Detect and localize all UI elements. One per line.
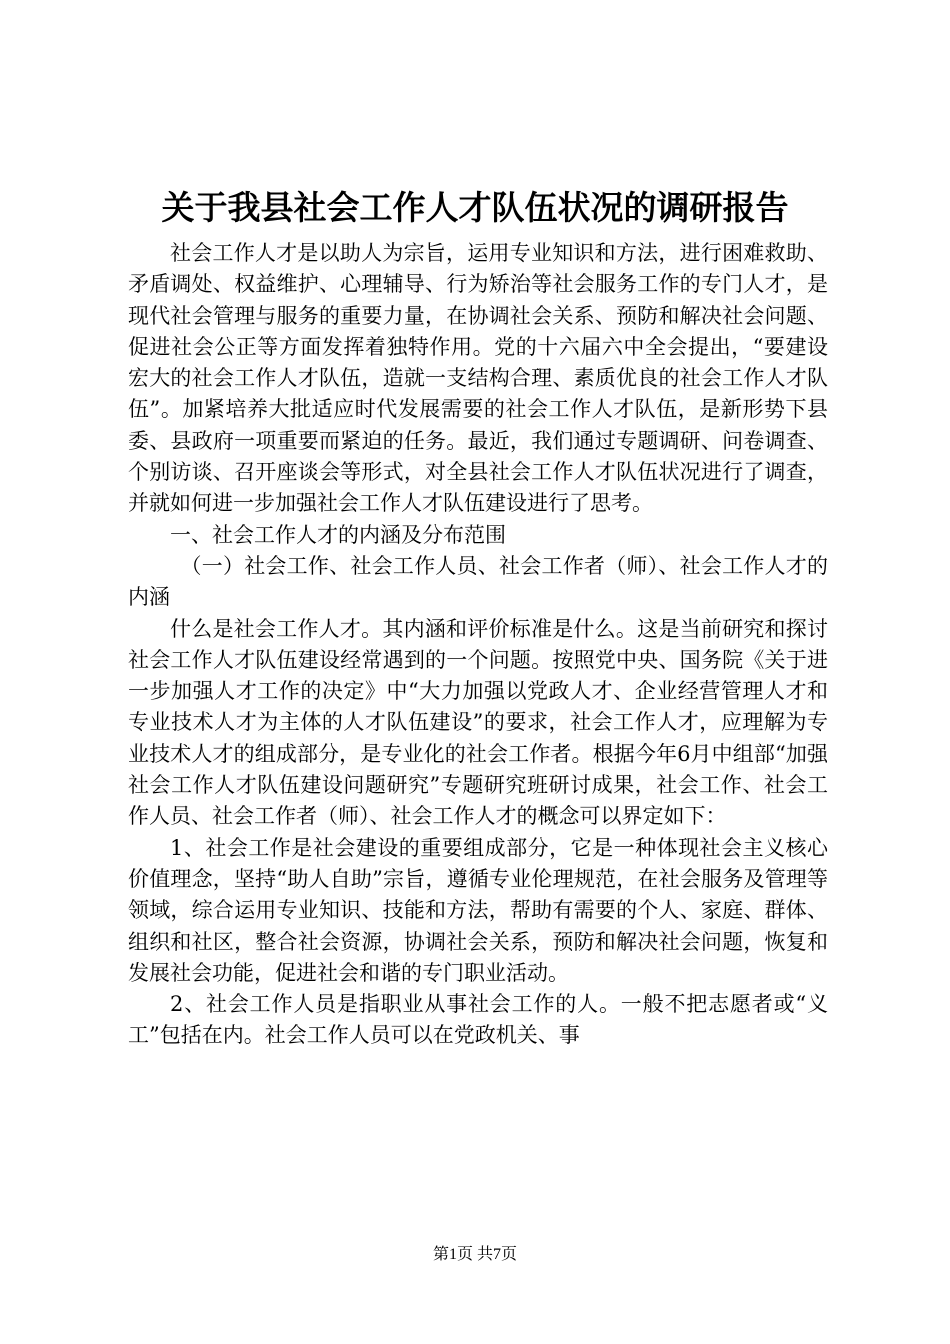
section-heading-1: 一、社会工作人才的内涵及分布范围 xyxy=(170,522,506,547)
subsection-heading-1: （一）社会工作、社会工作人员、社会工作者（师）、社会工作人才的内涵 xyxy=(128,553,828,610)
paragraph-item-1: 1、社会工作是社会建设的重要组成部分，它是一种体现社会主义核心价值理念，坚持“助人自助”宗旨，遵循专业伦理规范，在社会服务及管理等领域，综合运用专业知识、技能和方法，帮助有需要的个人、家庭、群体、组织和社区，整合社会资源，协调社会关系，预防和解决社会问题，恢复和发展社会功能，促进社会和谐的专门职业活动。 xyxy=(128,835,828,985)
paragraph-intro: 社会工作人才是以助人为宗旨，运用专业知识和方法，进行困难救助、矛盾调处、权益维护、心理辅导、行为矫治等社会服务工作的专门人才，是现代社会管理与服务的重要力量，在协调社会关系、预防和解决社会问题、促进社会公正等方面发挥着独特作用。党的十六届六中全会提出，“要建设宏大的社会工作人才队伍，造就一支结构合理、素质优良的社会工作人才队伍”。加紧培养大批适应时代发展需要的社会工作人才队伍，是新形势下县委、县政府一项重要而紧迫的任务。最近，我们通过专题调研、问卷调查、个别访谈、召开座谈会等形式，对全县社会工作人才队伍状况进行了调查，并就如何进一步加强社会工作人才队伍建设进行了思考。 xyxy=(128,241,828,516)
page-number-footer: 第1页 共7页 xyxy=(432,1246,517,1263)
paragraph-definition: 什么是社会工作人才。其内涵和评价标准是什么。这是当前研究和探讨社会工作人才队伍建设经常遇到的一个问题。按照党中央、国务院《关于进一步加强人才工作的决定》中“大力加强以党政人才、企业经营管理人才和专业技术人才为主体的人才队伍建设”的要求，社会工作人才，应理解为专业技术人才的组成部分，是专业化的社会工作者。根据今年6月中组部“加强社会工作人才队伍建设问题研究”专题研究班研讨成果，社会工作、社会工作人员、社会工作者（师）、社会工作人才的概念可以界定如下： xyxy=(128,616,828,829)
document-title: 关于我县社会工作人才队伍状况的调研报告 xyxy=(161,188,789,227)
document-body xyxy=(128,238,828,1052)
paragraph-item-2: 2、社会工作人员是指职业从事社会工作的人。一般不把志愿者或“义工”包括在内。社会工作人员可以在党政机关、事 xyxy=(128,992,828,1048)
